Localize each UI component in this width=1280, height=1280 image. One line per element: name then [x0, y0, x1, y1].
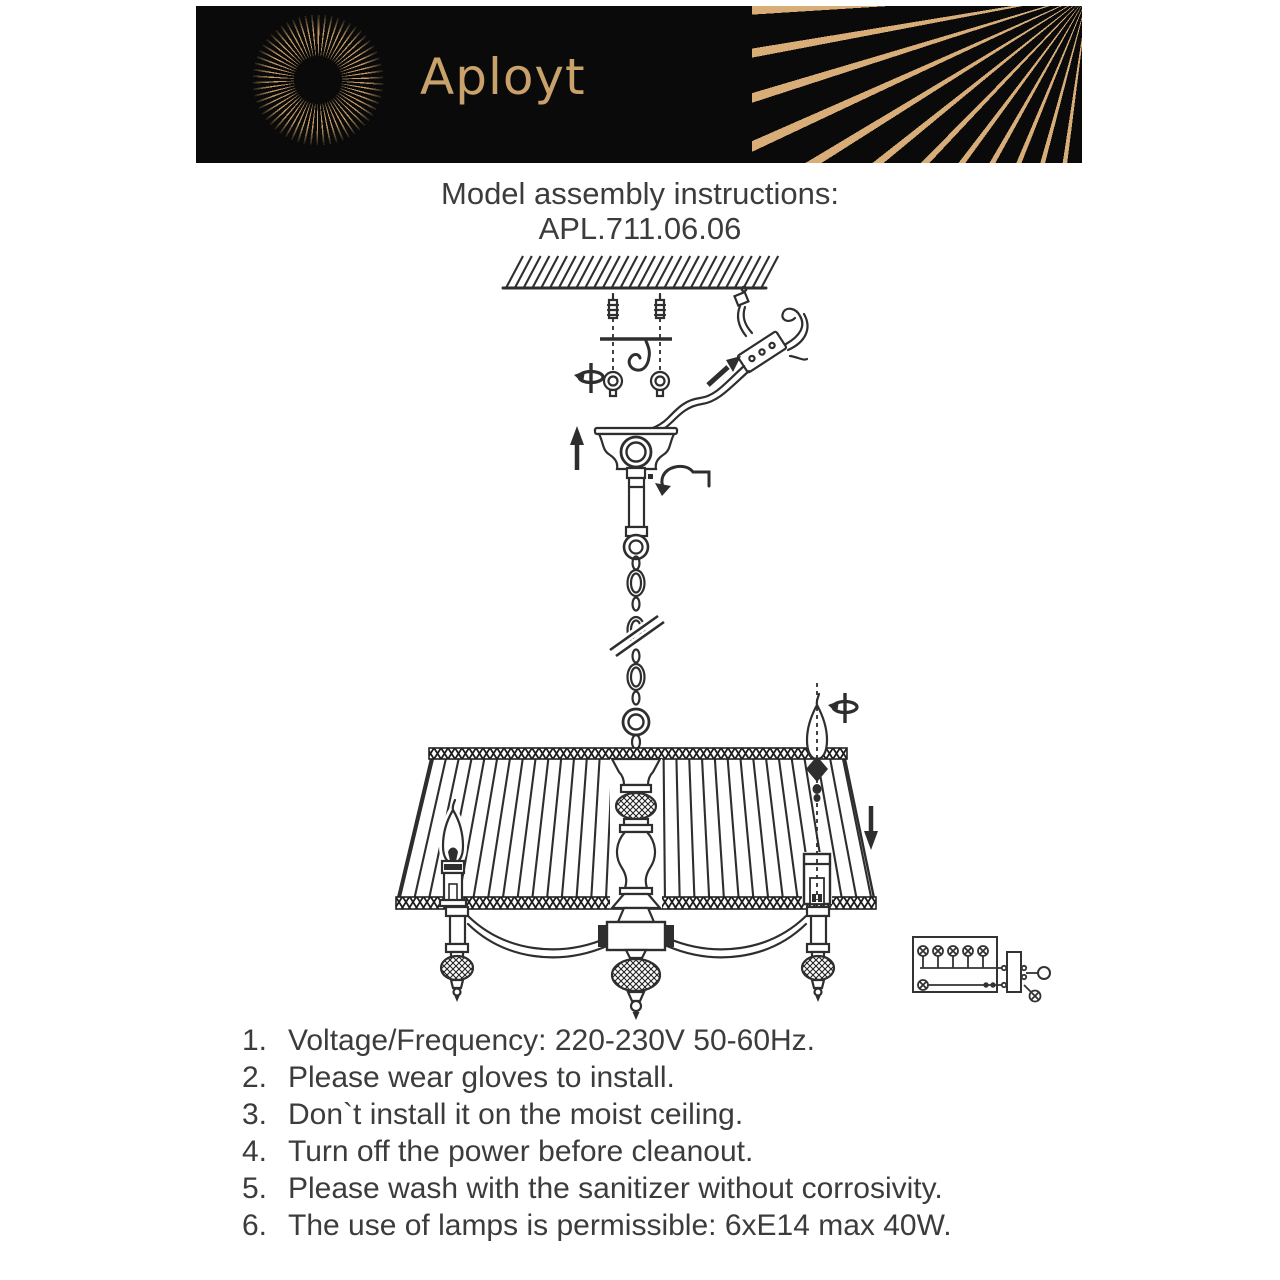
bulb-rotate-symbol [828, 693, 857, 723]
list-item [242, 1096, 952, 1133]
mounting-screws [604, 294, 669, 396]
hang-rotate-arrow [655, 466, 709, 496]
sunburst-core [294, 56, 342, 104]
list-item [242, 1022, 952, 1059]
item-text: Turn off the power before cleanout. [288, 1135, 754, 1168]
wire-connector [650, 287, 807, 433]
item-number: 6. [242, 1209, 268, 1242]
item-text: Please wash with the sanitizer without corrosivity. [288, 1172, 943, 1205]
list-item [242, 1170, 952, 1207]
item-text: The use of lamps is permissible: 6xE14 max 40W. [288, 1209, 952, 1242]
candle-bulb-left [440, 800, 466, 906]
item-text: Voltage/Frequency: 220-230V 50-60Hz. [288, 1024, 816, 1057]
corner-rays-decoration [752, 6, 1082, 163]
item-number: 3. [242, 1098, 268, 1131]
brand-banner [196, 6, 1082, 163]
instruction-list [242, 1022, 952, 1244]
item-number: 5. [242, 1172, 268, 1205]
sunburst-logo-icon [253, 15, 383, 145]
item-number: 2. [242, 1061, 268, 1094]
item-number: 4. [242, 1135, 268, 1168]
list-item [242, 1207, 952, 1244]
brand-name: Aployt [420, 48, 586, 106]
screw-rotate-symbol [574, 363, 603, 393]
ceiling [503, 256, 778, 288]
model-number: APL.711.06.06 [538, 211, 742, 246]
item-text: Don`t install it on the moist ceiling. [288, 1098, 744, 1131]
arms-and-finials [441, 907, 834, 1020]
center-column [610, 759, 662, 909]
hook-bracket [600, 339, 672, 370]
wiring-schematic [913, 937, 1050, 1002]
diagram-svg [370, 245, 1080, 1030]
item-text: Please wear gloves to install. [288, 1061, 675, 1094]
chain [610, 557, 664, 750]
list-item [242, 1059, 952, 1096]
insert-down-arrow [864, 806, 878, 850]
item-number: 1. [242, 1024, 268, 1057]
canopy [595, 428, 677, 559]
candle-bulb-right [802, 683, 832, 904]
list-item [242, 1133, 952, 1170]
page-title: Model assembly instructions: [441, 176, 839, 211]
lift-arrow [570, 426, 584, 470]
